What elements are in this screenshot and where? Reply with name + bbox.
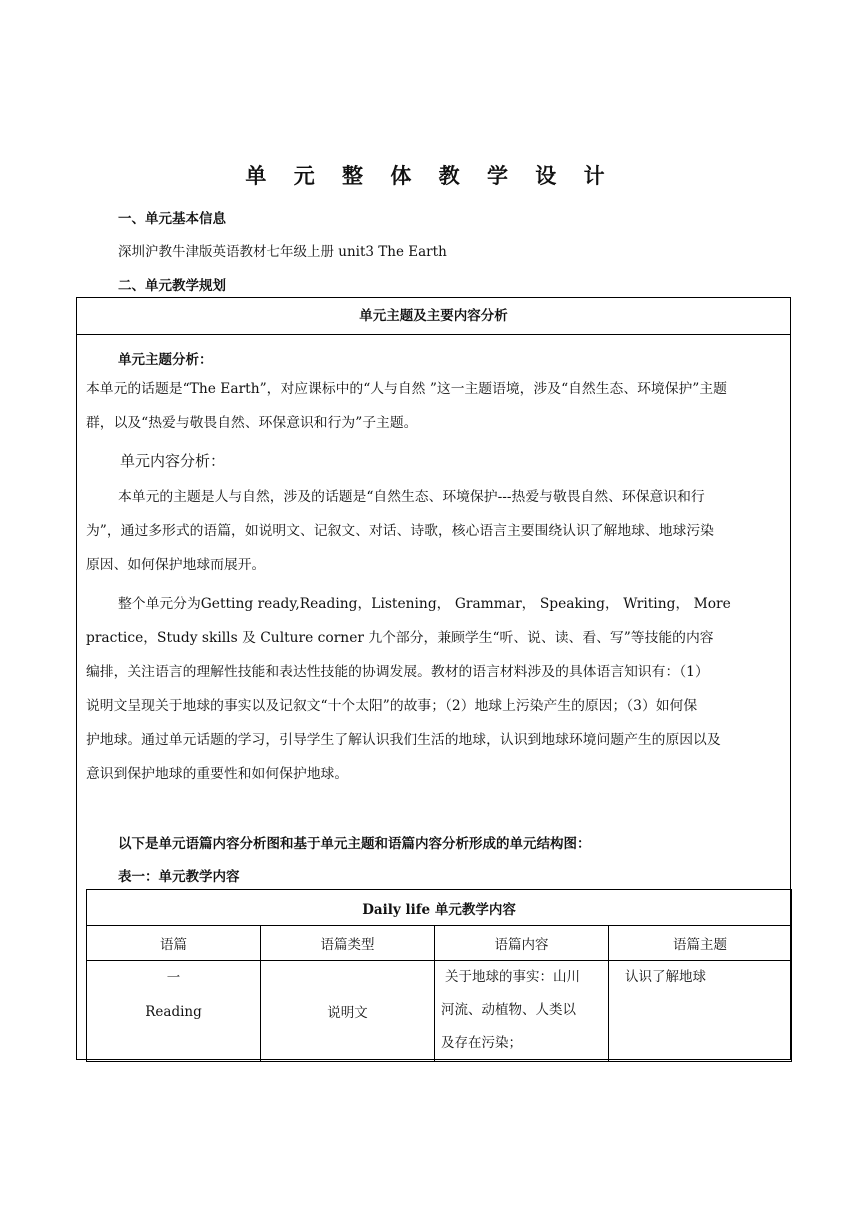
passage-content-line: 关于地球的事实：山川 [445,969,580,985]
passage-content-cell [435,961,609,1062]
page-title: 单 元 整 体 教 学 设 计 [245,164,615,188]
column-header: 语篇主题 [609,926,792,961]
theme-analysis-label: 单元主题分析： [118,352,213,368]
content-table [86,889,792,1062]
theme-line: 群，以及“热爱与敬畏自然、环保意识和行为”子主题。 [86,415,418,431]
content-table-title: Daily life 单元教学内容 [87,890,792,926]
passage-content-line: 河流、动植物、人类以 [441,1002,576,1018]
passage-name: Reading [145,1004,202,1020]
table-row [87,961,792,1062]
content-para-line: 护地球。通过单元话题的学习，引导学生了解认识我们生活的地球，认识到地球环境问题产生的原因以及 [86,732,721,748]
content-analysis-label: 单元内容分析： [120,452,226,470]
content-para-line: 整个单元分为Getting ready,Reading，Listening， Grammar， Speaking， Writing， More [118,596,731,612]
theme-line: 本单元的话题是“The Earth”，对应课标中的“人与自然 ”这一主题语境，涉及“自然生态、环境保护”主题 [86,381,727,397]
content-para-line: 原因、如何保护地球而展开。 [86,557,266,573]
table-header-row [87,926,792,961]
section1-text: 深圳沪教牛津版英语教材七年级上册 unit3 The Earth [118,244,447,260]
content-para-line: 为”，通过多形式的语篇，如说明文、记叙文、对话、诗歌，核心语言主要围绕认识了解地球、地球污染 [86,523,714,539]
content-para-line: 意识到保护地球的重要性和如何保护地球。 [86,766,349,782]
passage-content-line: 及存在污染； [441,1035,522,1051]
content-para-line: 本单元的主题是人与自然，涉及的话题是“自然生态、环境保护---热爱与敬畏自然、环保意识和行 [118,489,705,505]
content-para-line: practice，Study skills 及 Culture corner 九个部分，兼顾学生“听、说、读、看、写”等技能的内容 [86,630,714,646]
content-para-line: 说明文呈现关于地球的事实以及记叙文“十个太阳”的故事；（2）地球上污染产生的原因；（3）如何保 [86,698,698,714]
passage-type: 说明文 [261,961,435,1062]
analysis-header: 单元主题及主要内容分析 [77,298,790,335]
passage-theme: 认识了解地球 [609,961,792,1062]
structure-note: 以下是单元语篇内容分析图和基于单元主题和语篇内容分析形成的单元结构图： [118,836,591,852]
passage-cell [87,961,261,1062]
passage-number: 一 [166,970,181,986]
table-caption: 表一：单元教学内容 [118,869,240,885]
section1-heading: 一、单元基本信息 [118,211,226,227]
column-header: 语篇类型 [261,926,435,961]
content-para-line: 编排，关注语言的理解性技能和表达性技能的协调发展。教材的语言材料涉及的具体语言知识有：（1） [86,664,709,680]
column-header: 语篇 [87,926,261,961]
section2-heading: 二、单元教学规划 [118,278,226,294]
column-header: 语篇内容 [435,926,609,961]
